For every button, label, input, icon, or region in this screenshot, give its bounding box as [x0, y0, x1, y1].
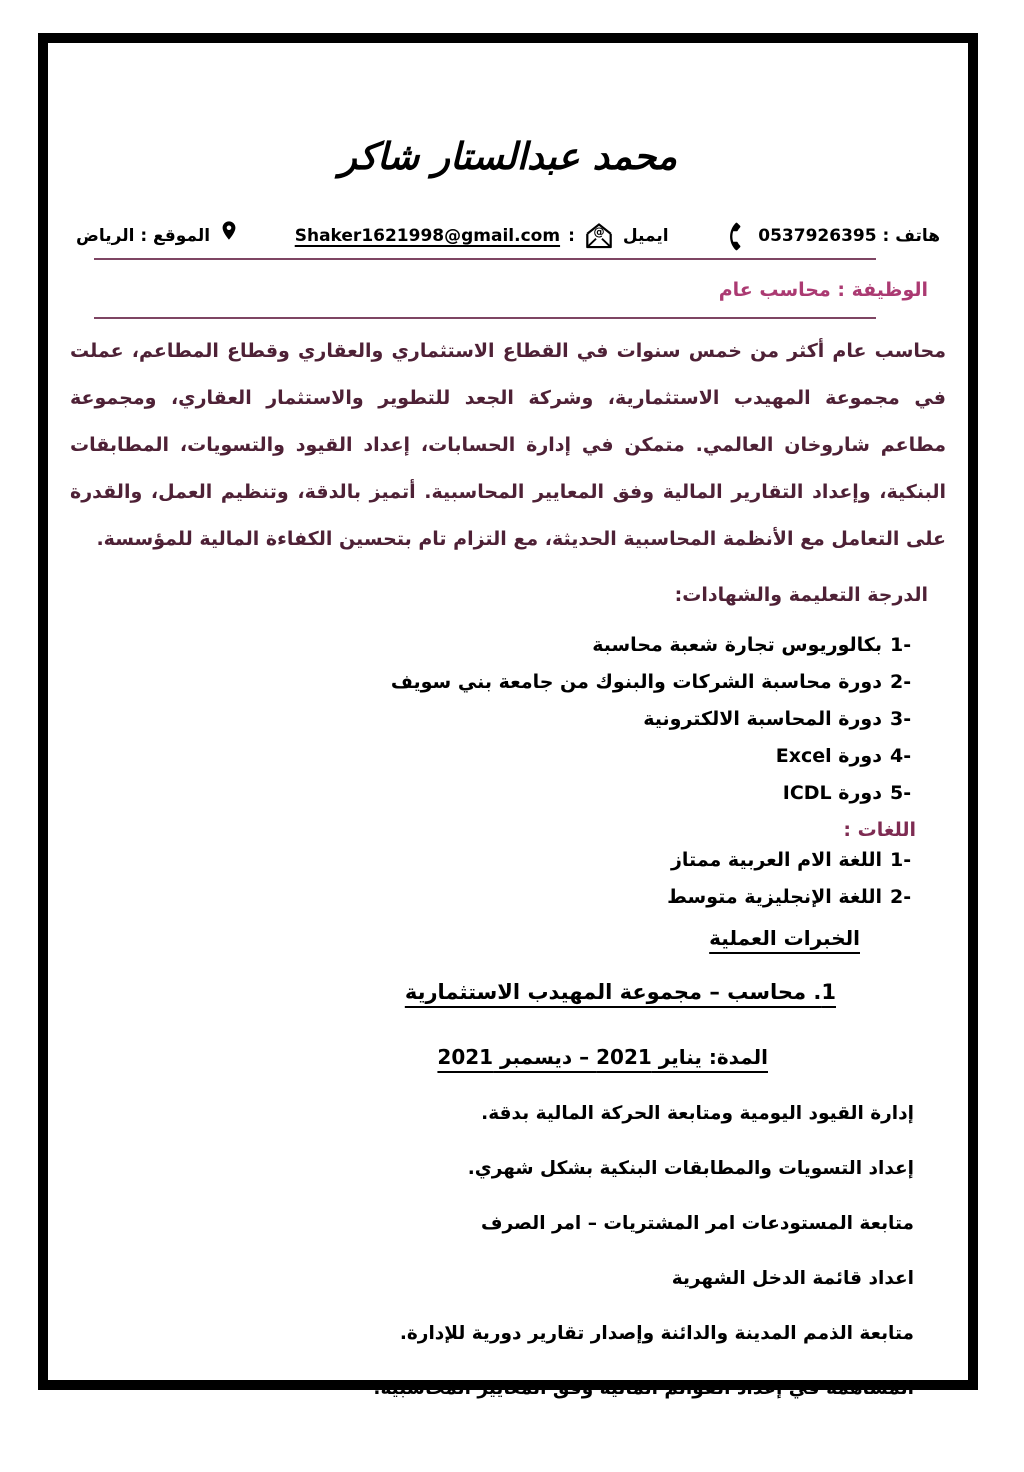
- svg-text:@: @: [593, 225, 605, 239]
- experience-heading: الخبرات العملية: [709, 926, 860, 950]
- item-text: دورة ICDL: [782, 782, 882, 804]
- languages-list: [70, 847, 916, 911]
- email-address-link[interactable]: Shaker1621998@gmail.com: [294, 226, 561, 246]
- profile-summary: محاسب عام أكثر من خمس سنوات في القطاع الاستثماري والعقاري وقطاع المطاعم، عملت في مجموعة المهيدب الاستثمارية، وشركة الجعد للتطوير والاستثمار العقاري، ومجموعة مطاعم شاروخان العالمي. متمكن في إدارة الحسابات، إعداد القيود والتسويات، المطابقات البنكية، وإعداد التقارير المالية وفق المعايير المحاسبية. أتميز بالدقة، وتنظيم العمل، والقدرة على التعامل مع الأنظمة المحاسبية الحديثة، مع التزام تام بتحسين الكفاءة المالية للمؤسسة.: [70, 340, 946, 550]
- duty-item: متابعة الذمم المدينة والدائنة وإصدار تقارير دورية للإدارة.: [399, 1323, 914, 1344]
- candidate-name: محمد عبدالستار شاكر: [338, 135, 678, 178]
- education-item: [70, 743, 916, 770]
- email-colon: :: [568, 226, 575, 246]
- duty-item: إدارة القيود اليومية ومتابعة الحركة المالية بدقة.: [481, 1103, 914, 1124]
- item-text: دورة محاسبة الشركات والبنوك من جامعة بني سويف: [390, 671, 882, 693]
- item-number: 1-: [890, 849, 912, 871]
- duty-item: إعداد التسويات والمطابقات البنكية بشكل شهري.: [467, 1158, 914, 1179]
- item-text: اللغة الام العربية ممتاز: [670, 849, 882, 871]
- item-number: 2-: [890, 886, 912, 908]
- item-text: دورة المحاسبة الالكترونية: [643, 708, 882, 730]
- education-item: [70, 632, 916, 659]
- languages-heading: اللغات :: [843, 819, 916, 841]
- contact-phone: [723, 223, 940, 250]
- item-number: 4-: [890, 745, 912, 767]
- education-heading: الدرجة التعليمة والشهادات:: [674, 584, 928, 606]
- item-number: 3-: [890, 708, 912, 730]
- duty-item: متابعة المستودعات امر المشتريات – امر الصرف: [481, 1213, 914, 1234]
- item-number: 5-: [890, 782, 912, 804]
- item-text: اللغة الإنجليزية متوسط: [667, 886, 882, 908]
- location-text: الموقع : الرياض: [76, 226, 211, 246]
- item-text: دورة Excel: [775, 745, 882, 767]
- language-item: [70, 884, 916, 911]
- item-number: 1-: [890, 634, 912, 656]
- experience-duration: المدة: يناير 2021 – ديسمبر 2021: [437, 1045, 768, 1069]
- education-item: [70, 706, 916, 733]
- education-item: [70, 669, 916, 696]
- duty-item: اعداد قائمة الدخل الشهرية: [671, 1268, 914, 1289]
- phone-handset-icon: [723, 223, 750, 250]
- education-item: [70, 780, 916, 807]
- experience-job-title: 1. محاسب – مجموعة المهيدب الاستثمارية: [404, 980, 836, 1004]
- item-number: 2-: [890, 671, 912, 693]
- duty-item: المساهمة في إعداد القوائم المالية وفق المعايير المحاسبية.: [373, 1378, 914, 1399]
- resume-content: [48, 135, 968, 1472]
- header-divider-line: [94, 258, 876, 260]
- job-title-heading: الوظيفة : محاسب عام: [718, 279, 928, 301]
- email-label: ايميل: [622, 226, 669, 246]
- contact-email: [295, 221, 669, 251]
- experience-duties-list: [70, 1100, 914, 1402]
- item-text: بكالوريوس تجارة شعبة محاسبة: [592, 634, 882, 656]
- contact-location: [76, 226, 240, 246]
- education-list: [70, 632, 916, 807]
- contact-row: [76, 221, 940, 251]
- language-item: [70, 847, 916, 874]
- map-pin-icon: [218, 217, 240, 244]
- phone-text: هاتف : 0537926395: [758, 226, 940, 246]
- open-envelope-at-icon: [583, 221, 615, 251]
- page-border-frame: [38, 33, 978, 1399]
- job-title-divider-line: [94, 317, 876, 319]
